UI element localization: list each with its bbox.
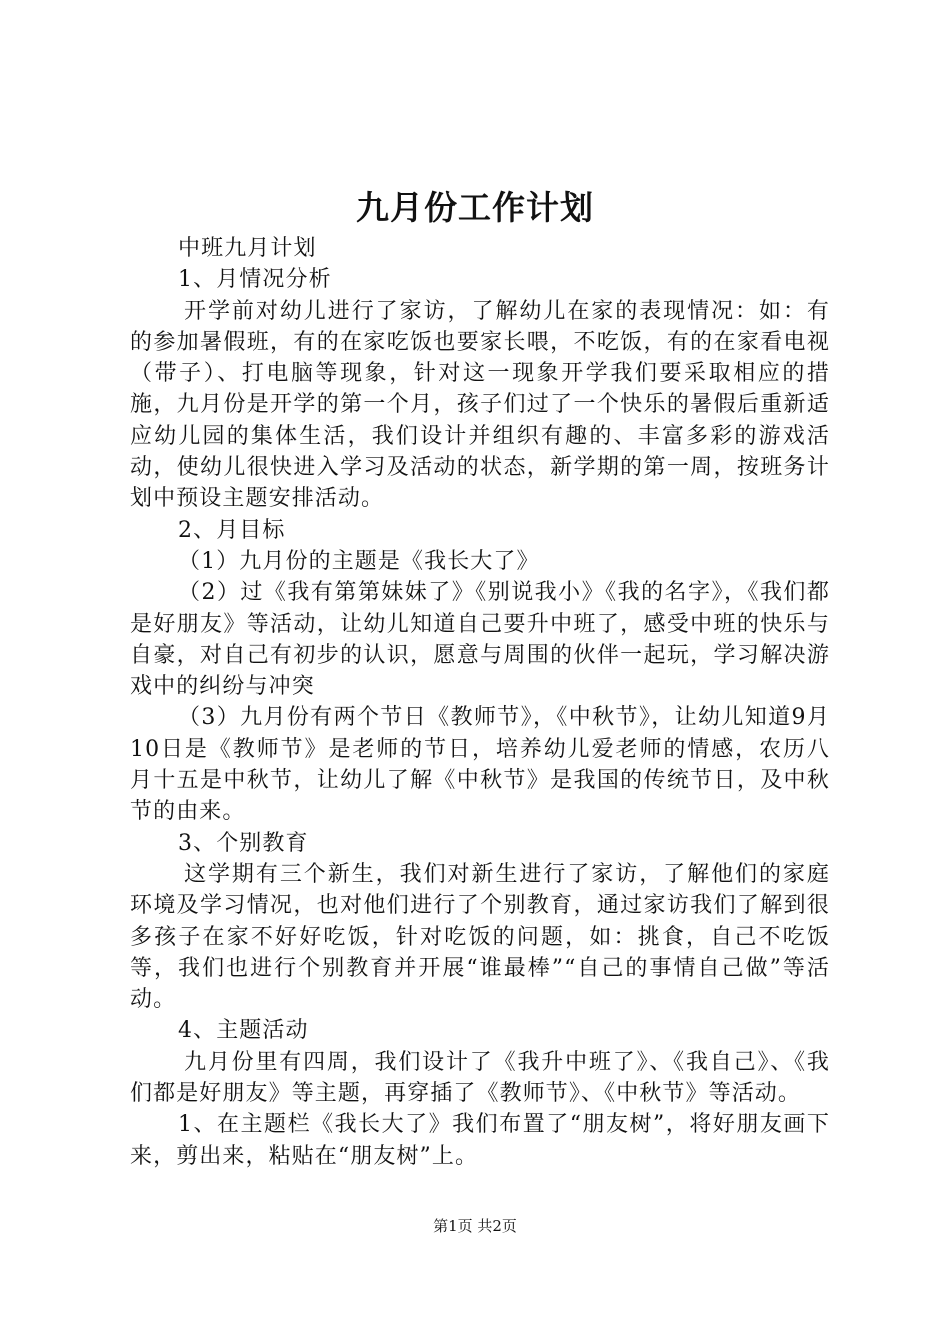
document-title: 九月份工作计划 — [356, 188, 594, 227]
section-heading-3: 3、个别教育 — [178, 830, 309, 856]
goal-item-2: （2）过《我有第第妹妹了》《别说我小》《我的名字》，《我们都是好朋友》等活动，让幼儿知道自己要升中班了，感受中班的快乐与自豪，对自己有初步的认识，愿意与周围的伙伴一起玩，学习解决游戏中的纠纷与冲突 — [130, 580, 830, 700]
paragraph-theme-activities: 九月份里有四周，我们设计了《我升中班了》、《我自己》、《我们都是好朋友》等主题，再穿插了《教师节》、《中秋节》等活动。 — [130, 1049, 830, 1107]
paragraph-individual-education: 这学期有三个新生，我们对新生进行了家访，了解他们的家庭环境及学习情况，也对他们进行了个别教育，通过家访我们了解到很多孩子在家不好好吃饭，针对吃饭的问题，如：挑食，自己不吃饭等，我们也进行个别教育并开展“谁最棒”“自己的事情自己做”等活动。 — [130, 861, 830, 1013]
paragraph-theme-item-1: 1、在主题栏《我长大了》我们布置了“朋友树”，将好朋友画下来，剪出来，粘贴在“朋友树”上。 — [130, 1112, 830, 1169]
paragraph-subtitle: 中班九月计划 — [178, 236, 317, 261]
document-body — [130, 233, 830, 1172]
section-heading-2: 2、月目标 — [178, 517, 286, 543]
goal-item-1: （1）九月份的主题是《我长大了》 — [178, 548, 540, 574]
section-heading-1: 1、月情况分析 — [178, 267, 332, 293]
goal-item-3: （3）九月份有两个节日《教师节》，《中秋节》，让幼儿知道9月10日是《教师节》是老师的节日，培养幼儿爱老师的情感，农历八月十五是中秋节，让幼儿了解《中秋节》是我国的传统节日，及中秋节的由来。 — [130, 705, 830, 825]
page-number-footer: 第1页 共2页 — [433, 1217, 517, 1235]
section-heading-4: 4、主题活动 — [178, 1018, 309, 1044]
paragraph-situation-analysis: 开学前对幼儿进行了家访，了解幼儿在家的表现情况：如：有的参加暑假班，有的在家吃饭也要家长喂，不吃饭，有的在家看电视（带子）、打电脑等现象，针对这一现象开学我们要采取相应的措施，九月份是开学的第一个月，孩子们过了一个快乐的暑假后重新适应幼儿园的集体生活，我们设计并组织有趣的、丰富多彩的游戏活动，使幼儿很快进入学习及活动的状态，新学期的第一周，按班务计划中预设主题安排活动。 — [130, 298, 830, 512]
